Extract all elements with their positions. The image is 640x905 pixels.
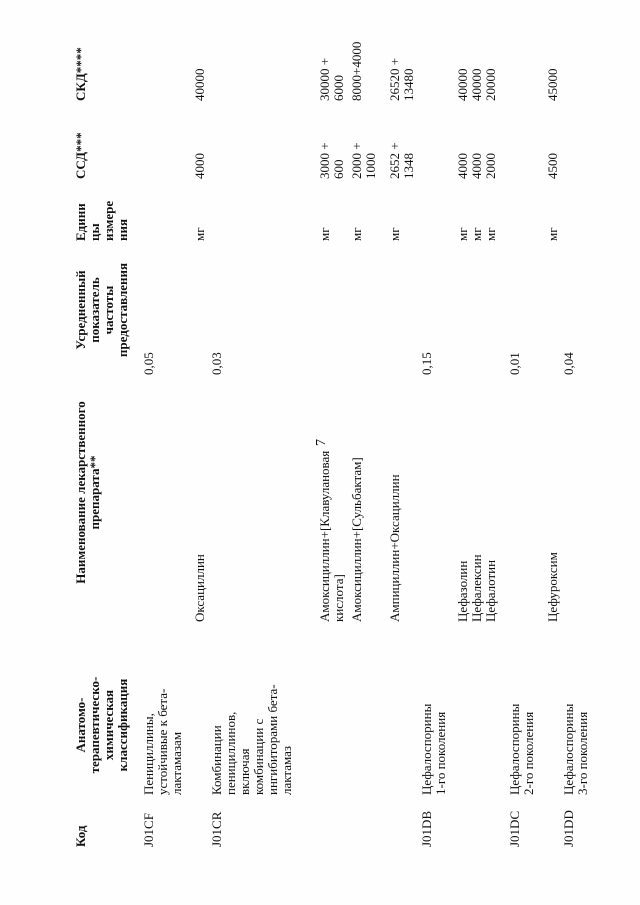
row-frequency: 0,15	[419, 352, 434, 375]
drug-name: Амоксициллин+[Клавулановая кислота]	[317, 450, 346, 622]
row-atc: Цефалоспорины 2-го поколения	[507, 703, 536, 795]
drug-unit: мг мг мг	[455, 227, 498, 241]
drug-sdd: 2652 + 1348	[387, 142, 416, 179]
page-number: 7	[314, 439, 329, 446]
drug-skd: 8000+4000	[349, 41, 364, 101]
drug-sdd: 4500	[545, 153, 560, 179]
header-code: Код	[73, 825, 88, 847]
row-frequency: 0,03	[209, 352, 224, 375]
header-sdd: ССД***	[73, 132, 88, 179]
drug-unit: мг	[317, 227, 332, 241]
drug-skd: 45000	[545, 68, 560, 101]
row-code: J01CF	[141, 813, 156, 847]
drug-sdd: 2000 + 1000	[349, 142, 378, 179]
row-atc: Пенициллины, устойчивые к бета- лактамазам	[141, 688, 184, 795]
row-atc: Комбинации пенициллинов, включая комбинации с ингибиторами бета- лактамаз	[209, 684, 294, 795]
drug-name: Цефазолин Цефалексин Цефалотин	[455, 554, 498, 622]
drug-sdd: 4000 4000 2000	[455, 153, 498, 179]
drug-sdd: 4000	[192, 153, 207, 179]
row-frequency: 0,05	[141, 352, 156, 375]
row-frequency: 0,04	[561, 352, 576, 375]
header-drug-name: Наименование лекарственного препарата**	[73, 401, 102, 584]
row-code: J01DB	[419, 810, 434, 847]
row-atc: Цефалоспорины 3-го поколения	[561, 703, 590, 795]
drug-sdd: 3000 + 600	[317, 142, 346, 179]
drug-skd: 26520 + 13480	[387, 57, 416, 101]
header-atc: Анатомо- терапевтическо- химическая классификация	[73, 676, 130, 774]
drug-unit: мг	[387, 227, 402, 241]
row-atc: Цефалоспорины 1-го поколения	[419, 703, 448, 795]
drug-unit: мг	[192, 227, 207, 241]
row-code: J01CR	[209, 811, 224, 847]
row-frequency: 0,01	[507, 352, 522, 375]
header-frequency: Усредненный показатель частоты предоставления	[73, 262, 130, 358]
row-code: J01DC	[507, 810, 522, 847]
drug-unit: мг	[545, 227, 560, 241]
drug-name: Ампициллин+Оксациллин	[387, 474, 402, 622]
header-skd: СКД****	[73, 47, 88, 101]
drug-skd: 40000	[192, 68, 207, 101]
drug-name: Оксациллин	[192, 554, 207, 622]
drug-name: Амоксициллин+[Сульбактам]	[349, 457, 364, 622]
drug-skd: 40000 40000 20000	[455, 68, 498, 101]
drug-name: Цефуроксим	[545, 552, 560, 622]
drug-unit: мг	[349, 227, 364, 241]
header-units: Едини цы измере ния	[73, 200, 130, 241]
drug-skd: 30000 + 6000	[317, 57, 346, 101]
row-code: J01DD	[561, 810, 576, 847]
